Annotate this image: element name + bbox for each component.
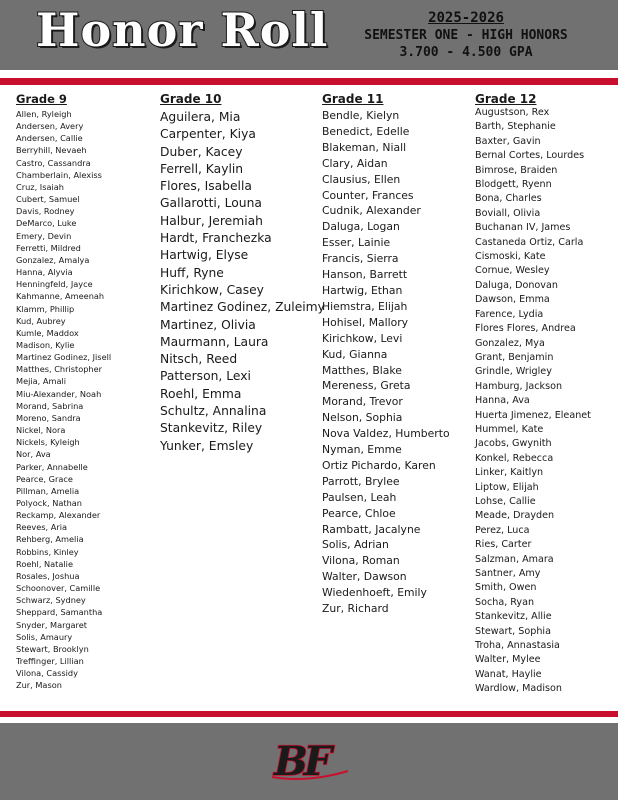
grade-11-list [322,108,450,617]
student-name: Wiedenhoeft, Emily [322,586,427,600]
gpa-range: 3.700 - 4.500 GPA [399,45,533,60]
student-name: Vilona, Roman [322,554,400,568]
student-name: Ferretti, Mildred [16,242,81,253]
student-name: Stewart, Brooklyn [16,643,89,654]
student-name: Carpenter, Kiya [160,127,256,142]
student-name: Treffinger, Lillian [16,656,84,667]
student-name: Walter, Mylee [475,654,541,666]
student-name: Klamm, Phillip [16,303,75,314]
student-name: Kirichkow, Casey [160,282,264,297]
grade-12-list [475,106,591,697]
student-name: Mejia, Amali [16,376,67,387]
student-name: Martinez Godinez, Jisell [16,352,112,363]
student-name: DeMarco, Luke [16,218,77,229]
student-name: Cruz, Isaiah [16,181,64,192]
student-name: Kud, Gianna [322,347,388,361]
student-name: Kahmanne, Ameenah [16,291,105,302]
student-name: Davis, Rodney [16,206,75,217]
student-name: Pearce, Chloe [322,506,396,520]
student-name: Wardlow, Madison [475,683,562,695]
student-name: Hardt, Franchezka [160,231,272,246]
student-name: Hamburg, Jackson [475,380,563,392]
grade-9-heading: Grade 9 [16,92,67,106]
student-name: Farence, Lydia [475,308,544,320]
student-name: Gallarotti, Louna [160,196,262,211]
student-name: Schoonover, Camille [16,583,101,594]
student-name: Daluga, Donovan [475,279,558,291]
school-logo-text: BF [274,738,329,785]
student-name: Ortiz Pichardo, Karen [322,458,436,472]
student-name: Barth, Stephanie [475,121,556,133]
student-name: Socha, Ryan [475,596,535,608]
student-name: Rosales, Joshua [16,570,80,581]
student-name: Ferrell, Kaylin [160,161,244,176]
grade-12-heading: Grade 12 [475,92,537,106]
student-name: Lohse, Callie [475,495,536,507]
student-name: Dawson, Emma [475,294,550,306]
grade-10-heading: Grade 10 [160,92,222,106]
grade-10-column [160,92,325,455]
student-name: Flores Flores, Andrea [475,323,576,335]
student-name: Robbins, Kinley [16,546,79,557]
student-name: Wanat, Haylie [475,668,542,680]
student-name: Castaneda Ortiz, Carla [475,236,584,248]
grade-12-column [475,92,591,697]
student-name: Bimrose, Braiden [475,164,558,176]
student-name: Yunker, Emsley [160,438,254,453]
student-name: Hartwig, Ethan [322,283,403,297]
student-name: Stankevitz, Riley [160,421,263,436]
student-name: Santner, Amy [475,568,541,579]
student-name: Baxter, Gavin [475,135,541,147]
student-name: Hanna, Alyvia [16,267,73,278]
student-name: Daluga, Logan [322,220,400,234]
student-name: Castro, Cassandra [16,157,91,168]
student-name: Rehberg, Amelia [16,534,84,545]
student-name: Huff, Ryne [160,265,224,280]
student-name: Paulsen, Leah [322,490,397,504]
student-name: Polyock, Nathan [16,498,82,508]
student-name: Counter, Frances [322,188,414,202]
student-name: Hartwig, Elyse [160,248,249,263]
student-name: Matthes, Blake [322,363,402,377]
student-name: Meade, Drayden [475,510,555,522]
student-name: Vilona, Cassidy [16,668,78,679]
student-name: Cismoski, Kate [475,251,546,263]
student-name: Zur, Richard [322,602,389,616]
student-name: Matthes, Christopher [16,364,103,375]
student-name: Flores, Isabella [160,179,252,194]
student-name: Sheppard, Samantha [16,607,103,618]
student-name: Pearce, Grace [16,473,73,484]
student-name: Smith, Owen [475,582,537,594]
student-name: Morand, Sabrina [16,400,84,411]
student-name: Halbur, Jeremiah [160,213,263,228]
school-logo [268,737,352,787]
student-name: Kud, Aubrey [16,315,66,326]
semester-label: SEMESTER ONE - HIGH HONORS [364,28,568,43]
student-name: Clary, Aidan [322,156,388,170]
student-name: Troha, Annastasia [475,640,560,652]
student-name: Clausius, Ellen [322,172,401,186]
student-name: Stankevitz, Allie [475,611,552,623]
student-name: Hummel, Kate [475,423,544,435]
student-name: Jacobs, Gwynith [475,438,552,450]
student-name: Solis, Amaury [16,631,73,642]
student-name: Linker, Kaitlyn [475,467,544,479]
student-name: Moreno, Sandra [16,412,81,423]
student-name: Ries, Carter [475,539,532,551]
student-name: Salzman, Amara [475,553,554,565]
student-name: Francis, Sierra [322,252,399,266]
student-name: Morand, Trevor [322,395,403,409]
student-name: Bernal Cortes, Lourdes [475,150,585,162]
student-name: Chamberlain, Alexiss [16,169,102,180]
student-name: Gonzalez, Mya [475,337,545,349]
student-name: Perez, Luca [475,524,530,536]
student-name: Cudnik, Alexander [322,204,421,218]
student-name: Schwarz, Sydney [16,595,86,606]
student-name: Andersen, Avery [16,121,84,132]
student-name: Blakeman, Niall [322,140,407,154]
student-name: Kirichkow, Levi [322,331,403,345]
student-name: Liptow, Elijah [475,481,539,493]
student-name: Martinez Godinez, Zuleimy [160,300,325,315]
student-name: Parker, Annabelle [16,461,88,472]
student-name: Nova Valdez, Humberto [322,427,450,441]
student-name: Henningfeld, Jayce [16,279,93,290]
header-stripe-white [0,70,618,78]
student-name: Andersen, Callie [16,133,83,144]
student-name: Berryhill, Nevaeh [16,145,87,156]
student-name: Zur, Mason [16,680,62,691]
student-name: Nickel, Nora [16,425,66,436]
student-name: Duber, Kacey [160,144,243,159]
grade-9-list [16,108,111,692]
header-stripe-red [0,78,618,85]
student-name: Nyman, Emme [322,443,402,457]
grade-11-column [322,92,450,617]
student-name: Bona, Charles [475,193,542,205]
grade-9-column [16,92,111,692]
student-name: Solis, Adrian [322,538,389,552]
student-name: Konkel, Rebecca [475,452,554,464]
student-name: Benedict, Edelle [322,124,410,138]
student-name: Bendle, Kielyn [322,109,400,122]
student-name: Parrott, Brylee [322,474,400,488]
student-name: Reckamp, Alexander [16,510,101,521]
semester-info [338,10,594,61]
school-year: 2025-2026 [428,10,504,26]
student-name: Nickels, Kyleigh [16,437,80,448]
student-name: Roehl, Natalie [16,558,73,569]
student-name: Schultz, Annalina [160,404,267,419]
student-name: Emery, Devin [16,230,72,241]
student-name: Miu-Alexander, Noah [16,388,102,399]
student-name: Grant, Benjamin [475,351,554,363]
student-name: Madison, Kylie [16,339,75,350]
student-name: Walter, Dawson [322,570,407,584]
student-name: Snyder, Margaret [16,619,87,630]
student-name: Esser, Lainie [322,236,391,250]
student-name: Rambatt, Jacalyne [322,522,421,536]
student-name: Gonzalez, Amalya [16,254,90,265]
student-name: Huerta Jimenez, Eleanet [475,409,591,421]
student-name: Blodgett, Ryenn [475,179,552,191]
student-name: Reeves, Aria [16,522,68,533]
student-name: Hanna, Ava [475,395,530,407]
student-name: Cornue, Wesley [475,265,550,277]
student-name: Cubert, Samuel [16,194,80,205]
student-name: Stewart, Sophia [475,625,551,637]
student-name: Boviall, Olivia [475,207,541,219]
student-name: Roehl, Emma [160,386,242,401]
student-name: Kumle, Maddox [16,327,79,338]
grade-11-heading: Grade 11 [322,92,384,106]
student-name: Patterson, Lexi [160,369,251,384]
student-name: Buchanan IV, James [475,222,571,234]
student-name: Maurmann, Laura [160,334,269,349]
student-name: Hanson, Barrett [322,268,408,282]
student-name: Augustson, Rex [475,107,550,118]
student-name: Grindle, Wrigley [475,366,552,378]
student-name: Pillman, Amelia [16,485,80,496]
student-name: Mereness, Greta [322,379,411,393]
student-name: Aguilera, Mia [160,110,241,124]
student-name: Hohisel, Mallory [322,315,409,329]
student-name: Hiemstra, Elijah [322,299,408,313]
grade-10-list [160,109,325,455]
student-name: Allen, Ryleigh [16,109,72,119]
student-name: Nelson, Sophia [322,411,403,425]
student-name: Martinez, Olivia [160,317,256,332]
student-name: Nor, Ava [16,449,51,460]
student-name: Nitsch, Reed [160,352,238,367]
page-title: Honor Roll [36,3,329,57]
